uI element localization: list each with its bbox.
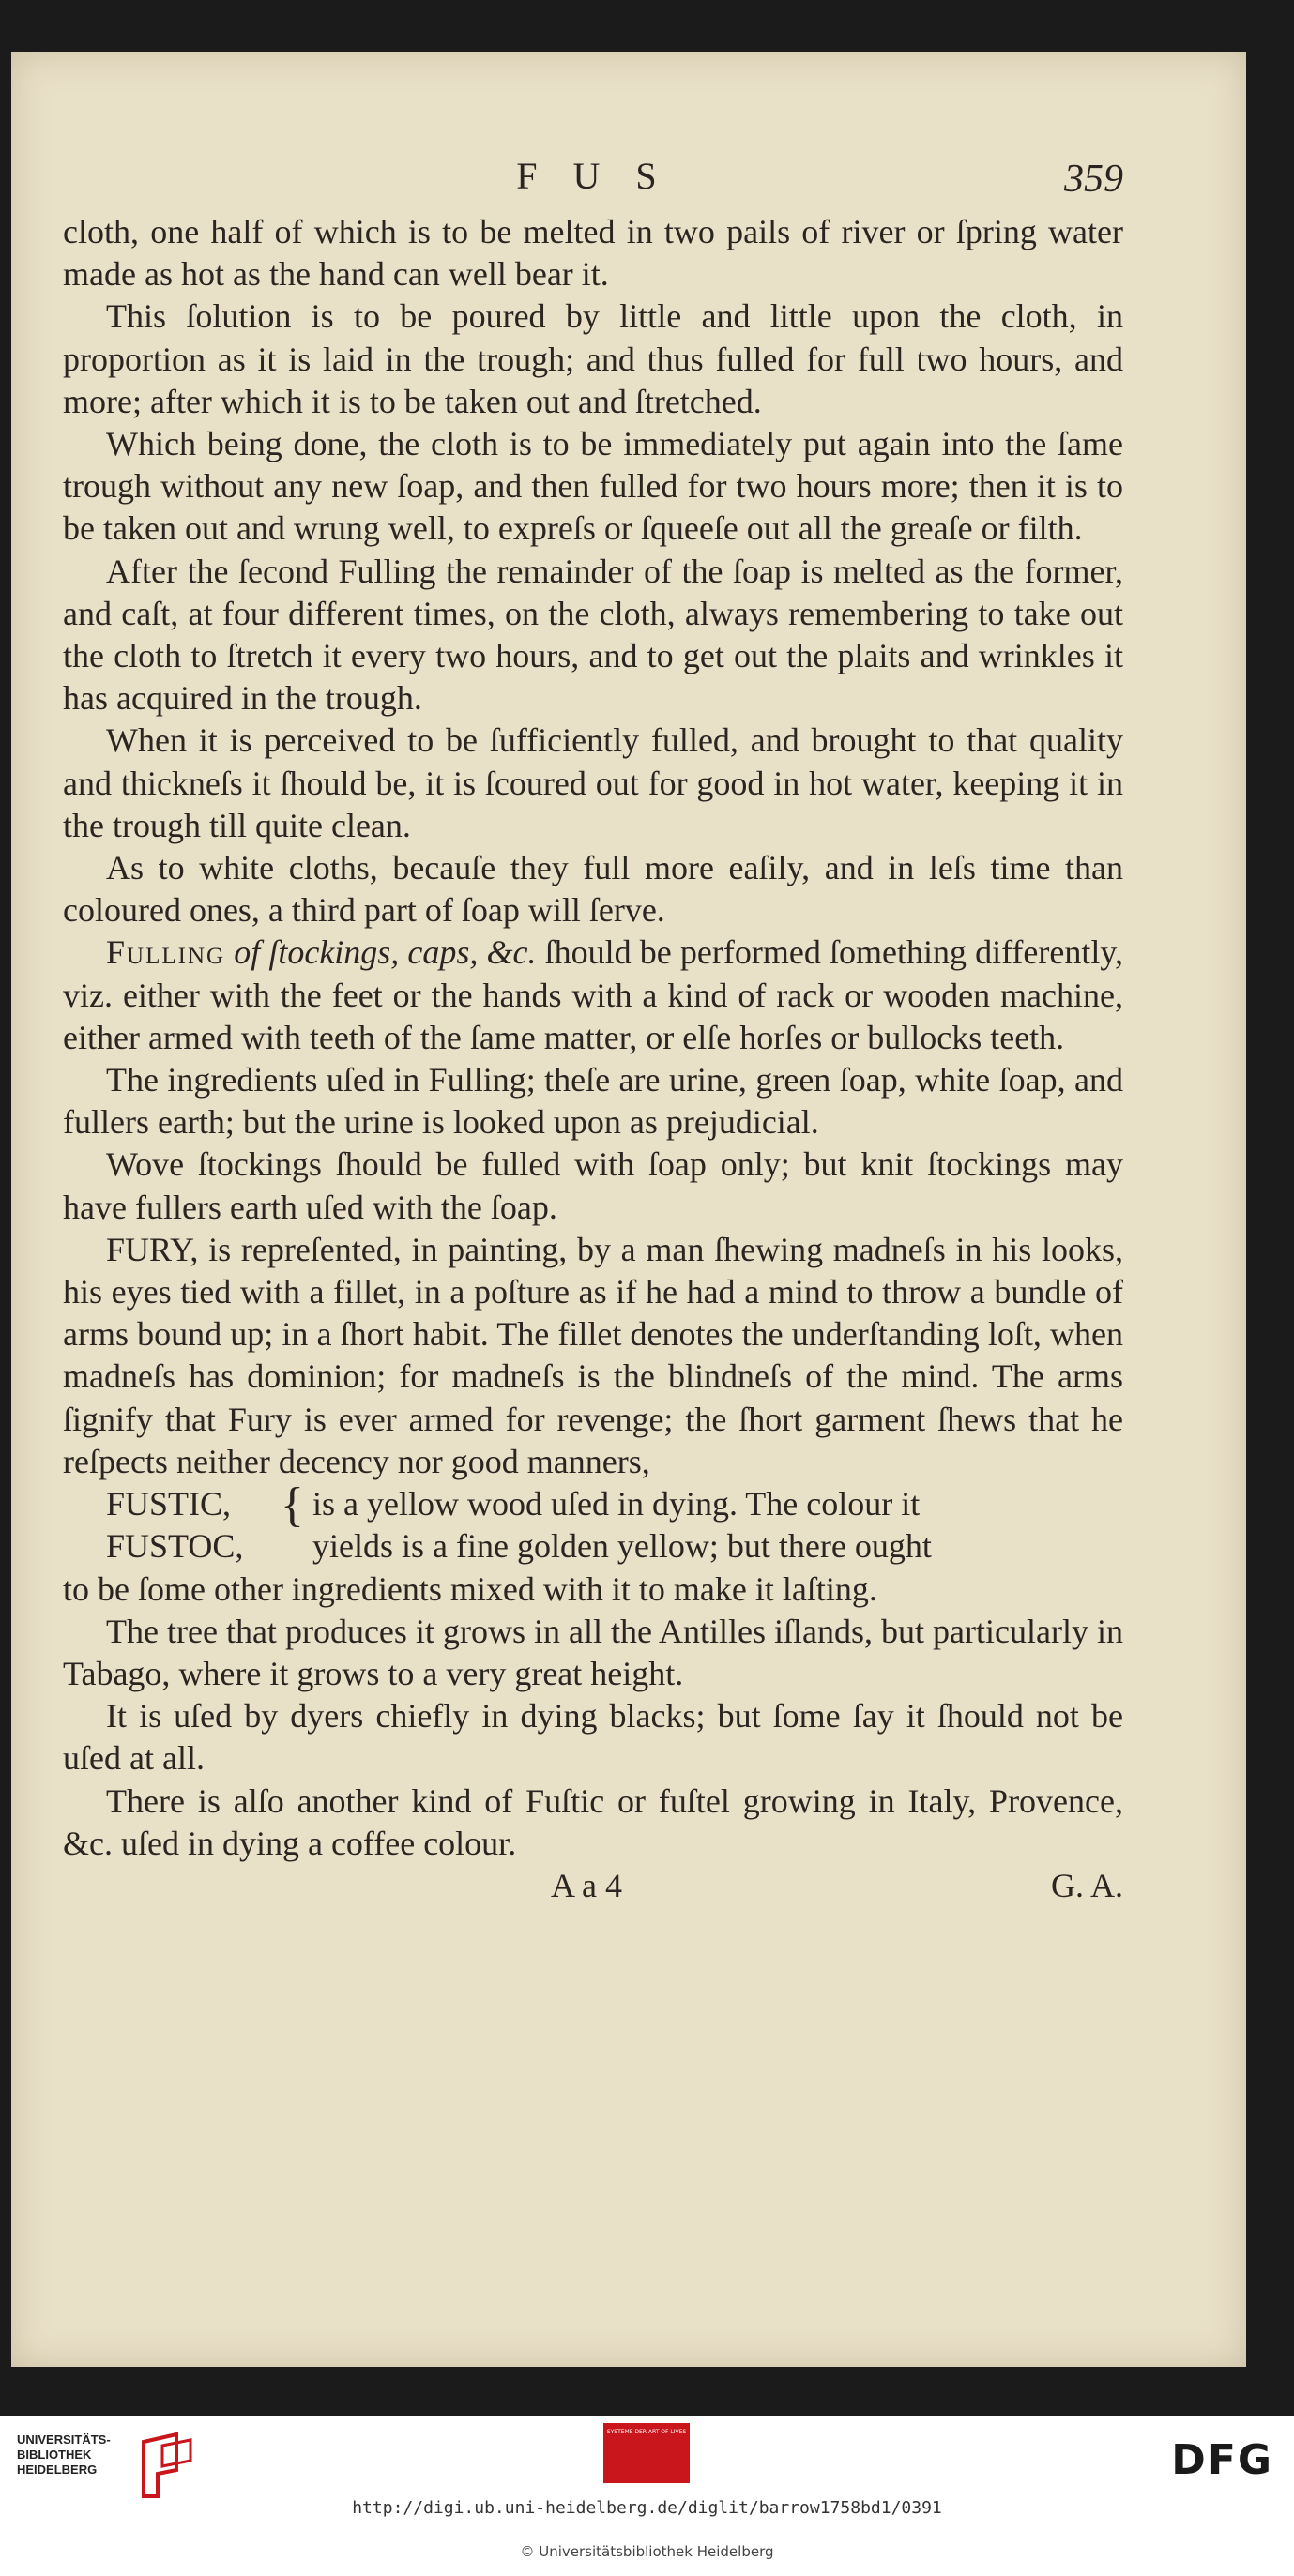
entry-fustic [63, 1478, 1123, 1611]
library-line: UNIVERSITÄTS- [17, 2432, 111, 2447]
headword-fustic: FUSTIC, [106, 1485, 232, 1523]
paragraph: Which being done, the cloth is to be immediately put again into the ſame trough without any new ſoap, and then fulled for two hours more; then it is to be taken out and wrung well, to expreſs or ſqueeſe out all the greaſe or filth. [63, 425, 1123, 548]
dfg-logo[interactable]: DFG [1171, 2436, 1273, 2484]
catchword: G. A. [1050, 1866, 1123, 1904]
paragraph: cloth, one half of which is to be melted in two pails of river or ſpring water made as hot as the hand can well bear it. [63, 213, 1123, 294]
paragraph: Wove ſtockings ſhould be fulled with ſoap only; but knit ſtockings may have fullers earth uſed with the ſoap. [63, 1145, 1123, 1226]
paragraph-fulling-stockings [63, 932, 1123, 1059]
permalink[interactable]: http://digi.ub.uni-heidelberg.de/diglit/barrow1758bd1/0391 [352, 2498, 942, 2518]
paragraph: It is uſed by dyers chiefly in dying blacks; but ſome ſay it ſhould not be uſed at all. [63, 1697, 1123, 1778]
paragraph: The ingredients uſed in Fulling; theſe are urine, green ſoap, white ſoap, and fullers earth; but the urine is looked upon as prejudicial. [63, 1061, 1123, 1142]
ub-mark-icon [139, 2432, 195, 2498]
paragraph: As to white cloths, becauſe they full more eaſily, and in leſs time than coloured ones, a third part of ſoap will ſerve. [63, 849, 1123, 930]
brace-glyph: { [281, 1478, 304, 1533]
signature-mark: A a 4 [551, 1866, 622, 1904]
ub-heidelberg-logo[interactable] [17, 2432, 195, 2498]
paragraph: After the ſecond Fulling the remainder of the ſoap is melted as the former, and caſt, at four different times, on the cloth, always remembering to take out the cloth to ſtretch it every two hours, and to get out the plaits and wrinkles it has acquired in the trough. [63, 552, 1123, 718]
fustic-line-1: is a yellow wood uſed in dying. The colour it [312, 1485, 921, 1523]
library-line: BIBLIOTHEK [17, 2447, 92, 2462]
page-text [63, 145, 1123, 1907]
running-head [63, 145, 1123, 211]
paragraph: This ſolution is to be poured by little and little upon the cloth, in proportion as it is laid in the trough; and thus fulled for full two hours, and more; after which it is to be taken out and ſtretched. [63, 297, 1123, 420]
paragraph: There is alſo another kind of Fuſtic or fuſtel growing in Italy, Provence, &c. uſed in dying a coffee colour. [63, 1781, 1123, 1862]
entry-fury: FURY, is repreſented, in painting, by a man ſhewing madneſs in his looks, his eyes tied with a fillet, in a poſture as if he had a mind to throw a bundle of arms bound up; in a ſhort habit. The fillet denotes the underſtanding loſt, when madneſs has dominion; for madneſs is the blindneſs of the mind. The arms ſignify that Fury is ever armed for revenge; the ſhort garment ſhews that he reſpects neither decency nor good manners, [63, 1230, 1123, 1480]
page-number: 359 [1064, 158, 1123, 201]
headword-fulling: Fulling [106, 933, 226, 972]
fustic-line-2: yields is a fine golden yellow; but there ought [312, 1527, 932, 1566]
catchline [63, 1865, 1123, 1907]
collection-badge[interactable] [603, 2423, 690, 2483]
viewer-footer [0, 2416, 1294, 2576]
paragraph: The tree that produces it grows in all the Antilles iſlands, but particularly in Tabago, where it grows to a very great height. [63, 1612, 1123, 1692]
book-page [11, 52, 1246, 2367]
copyright-notice: © Universitätsbibliothek Heidelberg [520, 2543, 774, 2560]
running-title: F U S [516, 155, 670, 197]
paragraph: When it is perceived to be ſufficiently fulled, and brought to that quality and thickneſs it ſhould be, it is ſcoured out for good in hot water, keeping it in the trough till quite clean. [63, 721, 1123, 844]
fustic-line-3: to be ſome other ingredients mixed with it to make it laſting. [63, 1569, 877, 1608]
paragraph-text: ſhould be performed ſomething differently, viz. either with the feet or the hands with a kind of rack or wooden machine, either armed with teeth of the ſame matter, or elſe horſes or bullocks teeth. [63, 933, 1124, 1056]
italic-phrase: of ſtockings, caps, &c. [234, 933, 537, 972]
library-line: HEIDELBERG [17, 2462, 98, 2477]
headword-fustoc: FUSTOC, [106, 1527, 244, 1566]
badge-text: SYSTEME DER ART OF LIVES [606, 2429, 687, 2435]
